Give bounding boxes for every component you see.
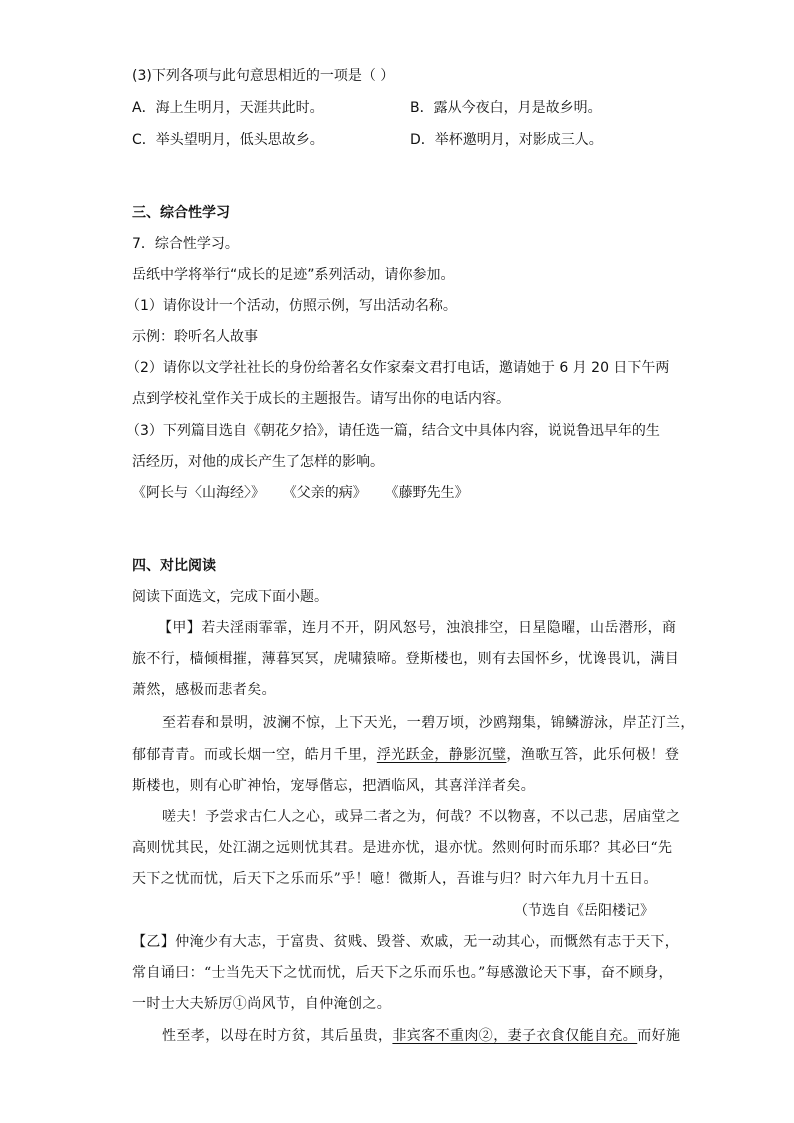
passage-yi-line3: 一时士大夫矫厉①尚风节，自仲淹创之。 [132,996,392,1012]
passage-yi-p2-line1 [162,1026,680,1046]
q7-part3-line2: 活经历，对他的成长产生了怎样的影响。 [132,454,384,470]
q3-option-a[interactable]: A．海上生明月，天涯共此时。 [132,100,324,116]
passage-jia-p3-line1: 嗟夫！予尝求古仁人之心，或异二者之为，何哉？不以物喜，不以己悲，居庙堂之 [162,809,681,825]
passage-jia-p2-line2-end: ，渔歌互答，此乐何极！登 [506,747,680,763]
section4-instruction: 阅读下面选文，完成下面小题。 [132,589,328,605]
section3-heading: 三、综合性学习 [132,205,230,221]
q7-title: 7．综合性学习。 [132,236,239,252]
q3-option-b[interactable]: B．露从今夜白，月是故乡明。 [410,100,602,116]
passage-source: （节选自《岳阳楼记》 [514,903,654,919]
passage-jia-p1-line2: 旅不行，樯倾楫摧，薄暮冥冥，虎啸猿啼。登斯楼也，则有去国怀乡，忧谗畏讥，满目 [132,651,680,667]
passage-jia-p1-line1: 【甲】若夫淫雨霏霏，连月不开，阴风怒号，浊浪排空，日星隐曜，山岳潜形，商 [158,620,677,636]
q7-part2-line1: （2）请你以文学社社长的身份给著名女作家秦文君打电话，邀请她于 6 月 20 日下午两 [126,360,670,376]
passage-yi-line1: 【乙】仲淹少有大志，于富贵、贫贱、毁誉、欢戚，无一动其心，而慨然有志于天下， [132,934,680,950]
q7-example: 示例：聆听名人故事 [132,329,258,345]
passage-yi-line2: 常自诵曰：“士当先天下之忧而忧，后天下之乐而乐也。”每感激论天下事，奋不顾身， [132,965,673,981]
passage-jia-p3-line2: 高则忧其民，处江湖之远则忧其君。是进亦忧，退亦忧。然则何时而乐耶？其必曰“先 [132,840,673,856]
passage-yi-p2-start: 性至孝，以母在时方贫，其后虽贵， [162,1028,393,1044]
passage-jia-p2-line3: 斯楼也，则有心旷神怡，宠辱偕忘，把酒临风，其喜洋洋者矣。 [132,778,536,794]
passage-yi-p2-end: 而好施 [637,1028,681,1044]
q7-part3-line1: （3）下列篇目选自《朝花夕拾》，请任选一篇，结合文中具体内容，说说鲁迅早年的生 [126,423,660,439]
q7-intro: 岳纸中学将举行“成长的足迹”系列活动，请你参加。 [132,267,455,283]
q7-part1: （1）请你设计一个活动，仿照示例，写出活动名称。 [126,298,457,314]
q7-part2-line2: 点到学校礼堂作关于成长的主题报告。请写出你的电话内容。 [132,391,510,407]
q3-stem: (3)下列各项与此句意思相近的一项是（ ） [132,68,395,84]
passage-jia-p2-line2-start: 郁郁青青。而或长烟一空，皓月千里， [132,747,377,763]
q7-book-titles: 《阿长与〈山海经〉》 《父亲的病》 《藤野先生》 [132,485,469,501]
passage-jia-p2-line1: 至若春和景明，波澜不惊，上下天光，一碧万顷，沙鸥翔集，锦鳞游泳，岸芷汀兰， [162,715,695,731]
passage-jia-p3-line3: 天下之忧而忧，后天下之乐而乐”乎！噫！微斯人，吾谁与归？时六年九月十五日。 [132,871,658,887]
underlined-phrase: 浮光跃金，静影沉璧 [376,747,507,763]
q3-option-c[interactable]: C．举头望明月，低头思故乡。 [132,132,324,148]
q3-option-d[interactable]: D．举杯邀明月，对影成三人。 [410,132,603,148]
underlined-sentence: 非宾客不重肉②，妻子衣食仅能自充。 [392,1028,638,1044]
section4-heading: 四、对比阅读 [132,558,216,574]
passage-jia-p1-line3: 萧然，感极而悲者矣。 [132,682,276,698]
passage-jia-p2-line2 [132,745,679,765]
